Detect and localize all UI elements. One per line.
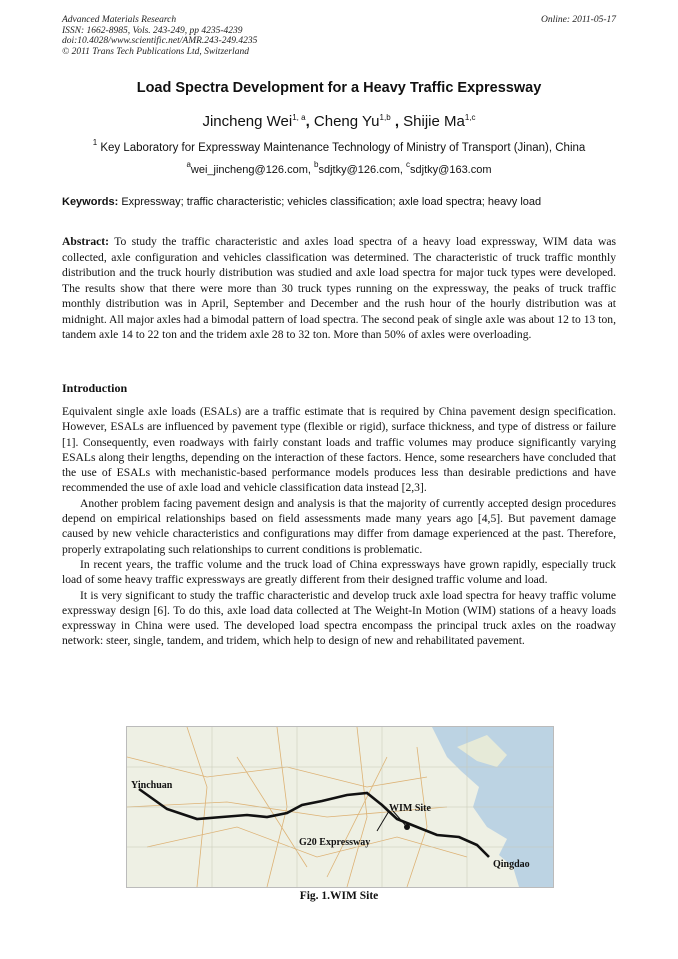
figure-caption: Fig. 1.WIM Site [299, 890, 379, 902]
introduction-body [62, 404, 616, 649]
email-link[interactable]: wei_jincheng@126.com, [190, 164, 311, 176]
author-name: Jincheng Wei [202, 113, 293, 130]
issn: ISSN: 1662-8985, Vols. 243-249, pp 4235-4239 [62, 25, 243, 36]
abstract-label: Abstract: [62, 235, 110, 248]
affiliation [0, 138, 678, 154]
keywords [62, 196, 622, 208]
author-sup: 1,b [379, 113, 391, 122]
map-graphic [127, 727, 553, 887]
journal-name: Advanced Materials Research [62, 15, 177, 25]
affiliation-sup: 1 [92, 138, 98, 147]
paper-title: Load Spectra Development for a Heavy Traffic Expressway [136, 80, 542, 96]
email-link[interactable]: sdjtky@126.com, [318, 164, 403, 176]
label-qingdao: Qingdao [493, 859, 530, 870]
keywords-text: Expressway; traffic characteristic; vehicles classification; axle load spectra; heavy load [121, 196, 542, 208]
wim-site-marker [404, 824, 410, 830]
email-sup: c [406, 160, 411, 169]
label-wim-site: WIM Site [389, 803, 431, 814]
label-yinchuan: Yinchuan [131, 780, 173, 791]
author-sup: 1,c [464, 113, 476, 122]
email-link[interactable]: sdjtky@163.com [410, 164, 492, 176]
copyright: © 2011 Trans Tech Publications Ltd, Switzerland [62, 46, 249, 57]
label-g20-expressway: G20 Expressway [299, 837, 371, 848]
author-list: Jincheng Wei$^{1, a}$, Cheng Yu$^{1,b}$ , Shijie Ma$^{1,c}$ [202, 113, 476, 130]
email-list [0, 160, 678, 176]
abstract-text: To study the traffic characteristic and axles load spectra of a heavy load expressway, WIM data was collected, axle configuration and vehicles classification was determined. The characteristic of truck traffic monthly distribution and the truck hourly distribution was studied and axle load spectra for major tuck types were developed. The results show that there were more than 30 truck types running on the expressway, the peaks of truck traffic monthly distribution was in April, September and December and the rush hour of the hourly distribution was at midnight. All major axles had a bimodal pattern of load spectra. The second peak of single axle was about 12 to 13 ton, tandem axle 14 to 22 ton and the tridem axle 28 to 32 ton. More than 50% of axles were overloading. [62, 235, 616, 341]
abstract [62, 234, 616, 343]
paragraph: In recent years, the traffic volume and the truck load of China expressways have grown rapidly, especially truck load of some heavy traffic expressways are greatly different from their designed traffic volume and load. [62, 557, 616, 587]
affiliation-text: Key Laboratory for Expressway Maintenance Technology of Ministry of Transport (Jinan), China [100, 142, 586, 154]
paragraph: It is very significant to study the traffic characteristic and develop truck axle load spectra for heavy traffic volume expressway design [6]. To do this, axle load data collected at The Weight-In Motion (WIM) stations of a heavy loads expressway in China were used. The developed load spectra encompass the principal truck axles on the roadway network: steer, single, tandem, and tridem, which help to design of new and rehabilitated pavement. [62, 588, 616, 648]
journal-header [62, 15, 616, 57]
section-heading-introduction: Introduction [62, 381, 128, 395]
author-sup: 1, a [292, 113, 306, 122]
online-date: Online: 2011-05-17 [540, 15, 616, 25]
paragraph: Another problem facing pavement design and analysis is that the majority of currently accepted design procedures depend on empirical relationships based on field assessments made many years ago [4,5]. But pavement damage caused by new vehicle characteristics and configurations may differ from damage experienced at the past. Therefore, properly extrapolating such relationships to current conditions is problematic. [62, 496, 616, 556]
keywords-label: Keywords: [62, 196, 119, 208]
email-sup: a [186, 160, 191, 169]
email-sup: b [314, 160, 319, 169]
doi: doi:10.4028/www.scientific.net/AMR.243-249.4235 [62, 36, 258, 47]
author-name: Shijie Ma [403, 113, 465, 130]
wim-site-map [126, 726, 554, 888]
author-name: Cheng Yu [313, 113, 380, 130]
paragraph: Equivalent single axle loads (ESALs) are a traffic estimate that is required by China pavement design specification. However, ESALs are influenced by pavement type (flexible or rigid), surface thickness, and type of distress or failure [1]. Consequently, even roadways with fairly constant loads and traffic volumes may produce significantly varying ESALs along their lengths, depending on the interaction of these factors. Hence, some researchers have concluded that the use of ESALs with mechanistic-based performance models produces less than desirable predictions and have recommended the use of axle load and vehicle classification data instead [2,3]. [62, 405, 616, 495]
